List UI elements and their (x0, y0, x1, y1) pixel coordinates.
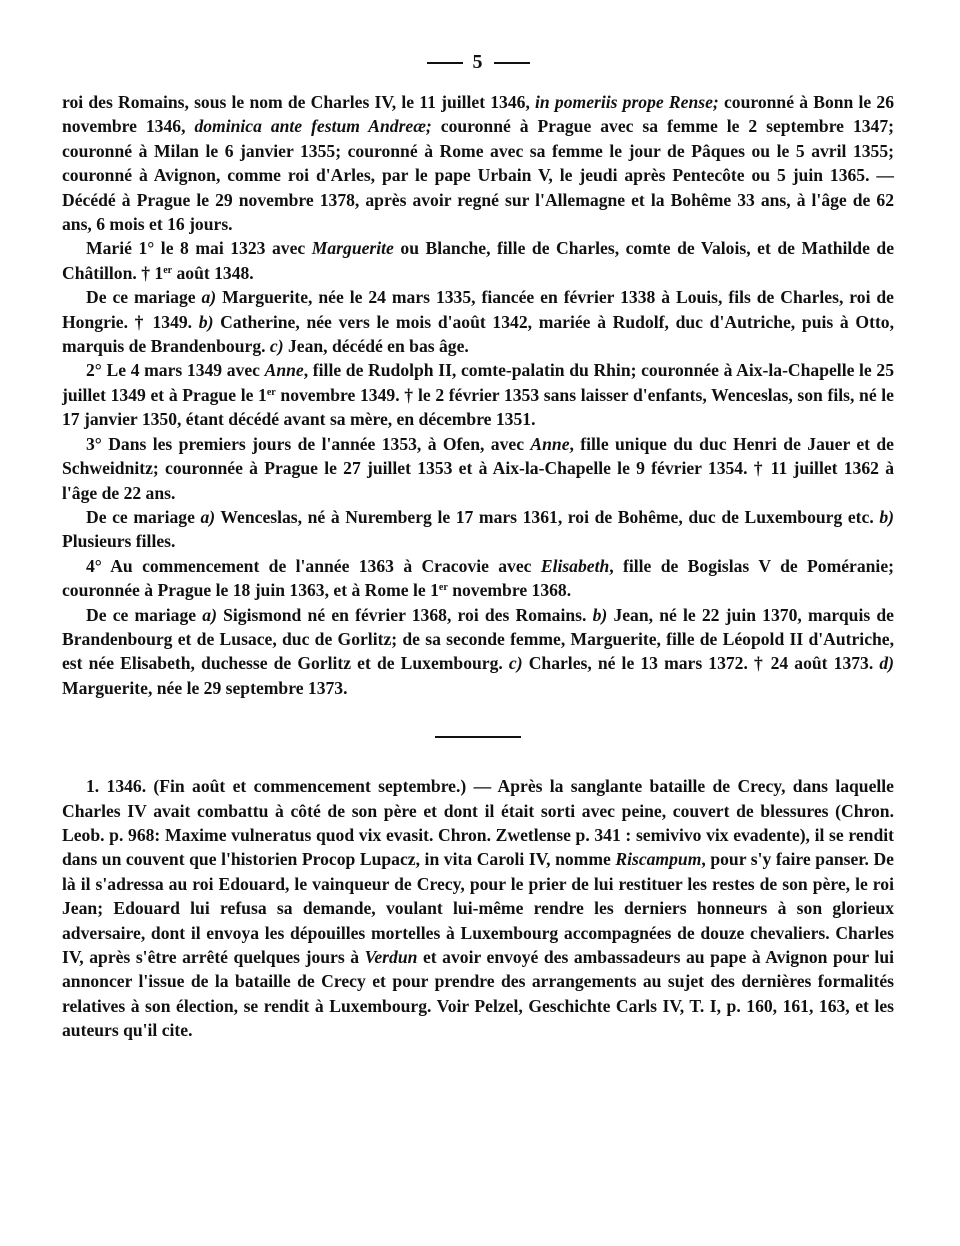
superscript: er (163, 264, 173, 276)
text-run: 1. 1346. (Fin août et commencement septembre.) — Après la sanglante bataille de Crecy, dans laquelle Charles IV avait combattu à côté de son père et dont il était sorti avec peine, couvert de blessures (Chron. Leob. p. 968: Maxime vulneratus quod vix evasit. Chron. Zwetlense p. 341 : semivivo vix evadente), il se rendit dans un couvent que l'historien Procop Lupacz, in vita Caroli IV, nomme (62, 776, 894, 870)
italic-run: a) (201, 287, 217, 308)
italic-run: dominica ante festum Andreæ; (194, 116, 432, 137)
paragraph-first-marriage (62, 236, 894, 285)
text-run: couronné à Prague avec sa femme le 2 septembre 1347; couronné à Milan le 6 janvier 1355; couronné à Rome avec sa femme le jour de Pâques ou le 5 avril 1355; couronné à Avignon, comme roi d'Arles, par le pape Urbain V, le jeudi après Pentecôte ou 5 juin 1365. — Décédé à Prague le 29 novembre 1378, après avoir regné sur l'Allemagne et la Bohême 33 ans, à l'âge de 62 ans, 6 mois et 16 jours. (62, 116, 894, 235)
paragraph-entry-1 (62, 774, 894, 1042)
text-run: , fille de Rudolph II, comte-palatin du Rhin; couronnée à Aix-la-Chapelle le 25 juillet 1349 et à Prague le 1 (62, 360, 894, 405)
text-run: 2° Le 4 mars 1349 avec (86, 360, 265, 381)
text-run: roi des Romains, sous le nom de Charles IV, le 11 juillet 1346, (62, 92, 536, 112)
text-run: Sigismond né en février 1368, roi des Romains. (216, 604, 593, 625)
italic-run: Riscampum (615, 849, 702, 870)
text-run: et avoir envoyé des ambassadeurs au pape à Avignon pour lui annoncer l'issue de la bataille de Crecy et pour prendre des arrangements au sujet des dernières formalités relatives à son élection, se rendit à Luxembourg. Voir Pelzel, Geschichte Carls IV, T. I, p. 160, 161, 163, et les auteurs qu'il cite. (62, 947, 894, 1041)
italic-run: c) (269, 336, 284, 357)
text-run: De ce mariage (86, 287, 202, 308)
page-number-text: 5 (472, 51, 484, 73)
paragraph-fourth-marriage (62, 554, 894, 603)
italic-run: Verdun (364, 947, 418, 967)
italic-run: a) (200, 506, 216, 527)
right-dash (494, 62, 530, 64)
text-run: De ce mariage (86, 506, 201, 527)
text-run: novembre 1368. (447, 580, 572, 601)
italic-run: c) (508, 653, 523, 674)
italic-run: b) (198, 311, 214, 332)
text-run: août 1348. (172, 262, 254, 283)
text-run: novembre 1349. † le 2 février 1353 sans laisser d'enfants, Wenceslas, son fils, né le 17 janvier 1350, étant décédé avant sa mère, en décembre 1351. (62, 384, 894, 430)
paragraph-third-children (62, 505, 894, 554)
text-run: Jean, né le 22 juin 1370, marquis de Brandenbourg et de Lusace, duc de Gorlitz; de sa seconde femme, Marguerite, fille de Léopold II d'Autriche, est née Elisabeth, duchesse de Gorlitz et de Luxembourg. (62, 604, 894, 674)
text-run: , fille de Bogislas V de Poméranie; couronnée à Prague le 18 juin 1363, et à Rome le 1 (62, 555, 894, 601)
italic-run: in pomeriis prope Rense; (535, 92, 719, 112)
paragraph-second-marriage (62, 358, 894, 431)
text-run: Catherine, née vers le mois d'août 1342, mariée à Rudolf, duc d'Autriche, puis à Otto, marquis de Brandenbourg. (62, 311, 895, 357)
section-divider (435, 736, 521, 738)
italic-run: b) (879, 506, 894, 527)
text-run: 4° Au commencement de l'année 1363 à Cracovie avec (86, 555, 541, 576)
italic-run: b) (592, 604, 608, 625)
text-run: 3° Dans les premiers jours de l'année 1353, à Ofen, avec (86, 433, 531, 454)
italic-run: Elisabeth (540, 555, 610, 576)
text-run: ou Blanche, fille de Charles, comte de Valois, et de Mathilde de Châtillon. † 1 (62, 238, 895, 283)
page-number (62, 48, 894, 76)
text-run: De ce mariage (86, 604, 203, 625)
text-run: couronné à Bonn le 26 novembre 1346, (62, 92, 894, 137)
text-run: , fille unique du duc Henri de Jauer et de Schweidnitz; couronnée à Prague le 27 juillet 1353 et à Aix-la-Chapelle le 9 février 1354. † 11 juillet 1362 à l'âge de 22 ans. (62, 433, 894, 503)
italic-run: Anne (530, 433, 570, 454)
italic-run: a) (202, 604, 217, 625)
italic-run: Marguerite (311, 238, 394, 259)
superscript: er (438, 582, 448, 594)
paragraph-third-marriage (62, 432, 894, 505)
text-run: Plusieurs filles. (62, 531, 176, 552)
italic-run: d) (879, 653, 894, 674)
document-page (62, 48, 894, 1043)
italic-run: Anne (264, 360, 304, 381)
left-dash (427, 62, 463, 64)
superscript: er (266, 386, 276, 398)
paragraph-coronations (62, 90, 894, 236)
text-run: Jean, décédé en bas âge. (283, 336, 469, 357)
text-run: , pour s'y faire panser. De là il s'adressa au roi Edouard, le vainqueur de Crecy, pour le prier de lui restituer les restes de son père, le roi Jean; Edouard lui refusa sa demande, voulant lui-même rendre les derniers honneurs à son glorieux adversaire, dont il envoya les dépouilles mortelles à Luxembourg accompagnées de douze chevaliers. Charles IV, après s'être arrêté quelques jours à (62, 849, 894, 967)
paragraph-fourth-children (62, 603, 894, 701)
text-run: Marié 1° le 8 mai 1323 avec (86, 238, 312, 259)
paragraph-first-children (62, 285, 894, 358)
text-run: Charles, né le 13 mars 1372. † 24 août 1373. (522, 653, 880, 674)
text-run: Marguerite, née le 29 septembre 1373. (62, 677, 348, 698)
text-run: Marguerite, née le 24 mars 1335, fiancée en février 1338 à Louis, fils de Charles, roi de Hongrie. † 1349. (62, 287, 894, 332)
text-run: Wenceslas, né à Nuremberg le 17 mars 1361, roi de Bohême, duc de Luxembourg etc. (215, 506, 880, 527)
